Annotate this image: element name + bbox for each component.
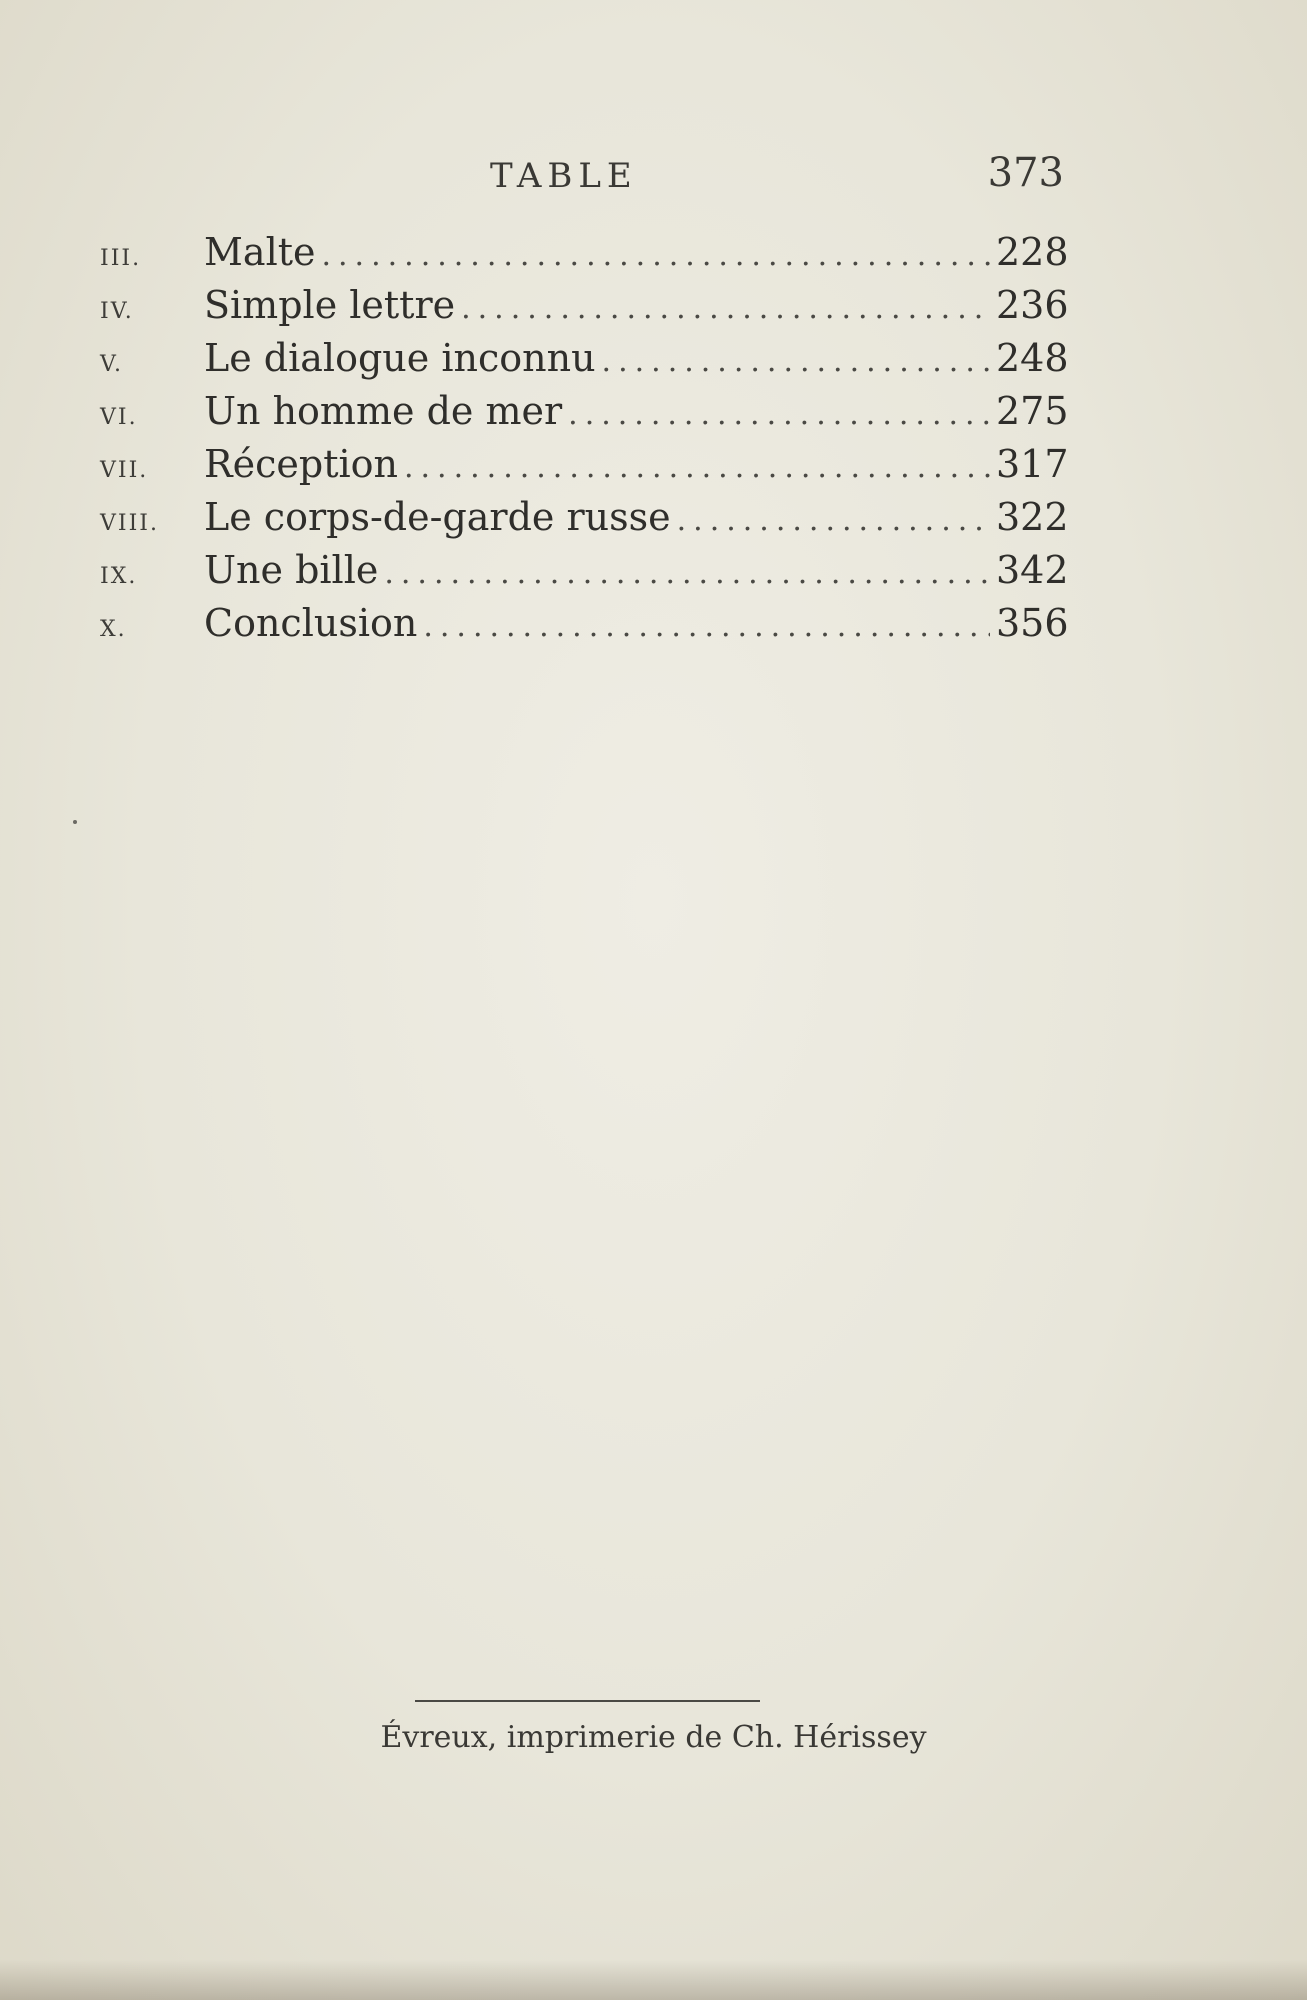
divider-rule bbox=[415, 1700, 760, 1702]
chapter-numeral: IX. bbox=[100, 564, 138, 589]
chapter-numeral: III. bbox=[100, 246, 142, 271]
chapter-title: Un homme de mer bbox=[204, 389, 563, 433]
chapter-numeral: VI. bbox=[100, 405, 138, 430]
chapter-title: Le dialogue inconnu bbox=[204, 336, 596, 380]
toc-entry bbox=[100, 389, 1069, 442]
table-of-contents bbox=[100, 230, 1069, 654]
dot-leader bbox=[404, 450, 990, 485]
toc-entry bbox=[100, 495, 1069, 548]
page-edge-shadow bbox=[0, 1960, 1307, 2000]
chapter-title: Réception bbox=[204, 442, 398, 486]
toc-entry bbox=[100, 230, 1069, 283]
dot-leader bbox=[461, 291, 990, 326]
dot-leader bbox=[568, 397, 990, 432]
chapter-title: Conclusion bbox=[204, 601, 418, 645]
chapter-title: Le corps-de-garde russe bbox=[204, 495, 671, 539]
page-number: 373 bbox=[987, 150, 1064, 196]
chapter-page: 228 bbox=[996, 230, 1069, 274]
toc-entry bbox=[100, 601, 1069, 654]
chapter-page: 248 bbox=[996, 336, 1069, 380]
chapter-numeral: V. bbox=[100, 352, 124, 377]
dot-leader bbox=[321, 238, 990, 273]
chapter-numeral: X. bbox=[100, 617, 127, 642]
dot-leader bbox=[677, 503, 990, 538]
paper-speck bbox=[73, 820, 77, 824]
chapter-page: 236 bbox=[996, 283, 1069, 327]
page-title: TABLE bbox=[490, 156, 638, 196]
chapter-page: 342 bbox=[996, 548, 1069, 592]
running-head bbox=[0, 150, 1307, 210]
chapter-numeral: IV. bbox=[100, 299, 134, 324]
chapter-title: Une bille bbox=[204, 548, 379, 592]
chapter-page: 275 bbox=[996, 389, 1069, 433]
toc-entry bbox=[100, 548, 1069, 601]
chapter-page: 317 bbox=[996, 442, 1069, 486]
toc-entry bbox=[100, 283, 1069, 336]
chapter-page: 356 bbox=[996, 601, 1069, 645]
chapter-numeral: VIII. bbox=[100, 511, 159, 536]
toc-entry bbox=[100, 442, 1069, 495]
toc-entry bbox=[100, 336, 1069, 389]
chapter-numeral: VII. bbox=[100, 458, 149, 483]
chapter-title: Simple lettre bbox=[204, 283, 456, 327]
chapter-page: 322 bbox=[996, 495, 1069, 539]
dot-leader bbox=[423, 609, 990, 644]
printer-imprint: Évreux, imprimerie de Ch. Hérissey bbox=[380, 1720, 927, 1755]
chapter-title: Malte bbox=[204, 230, 316, 274]
dot-leader bbox=[384, 556, 990, 591]
dot-leader bbox=[602, 344, 990, 379]
